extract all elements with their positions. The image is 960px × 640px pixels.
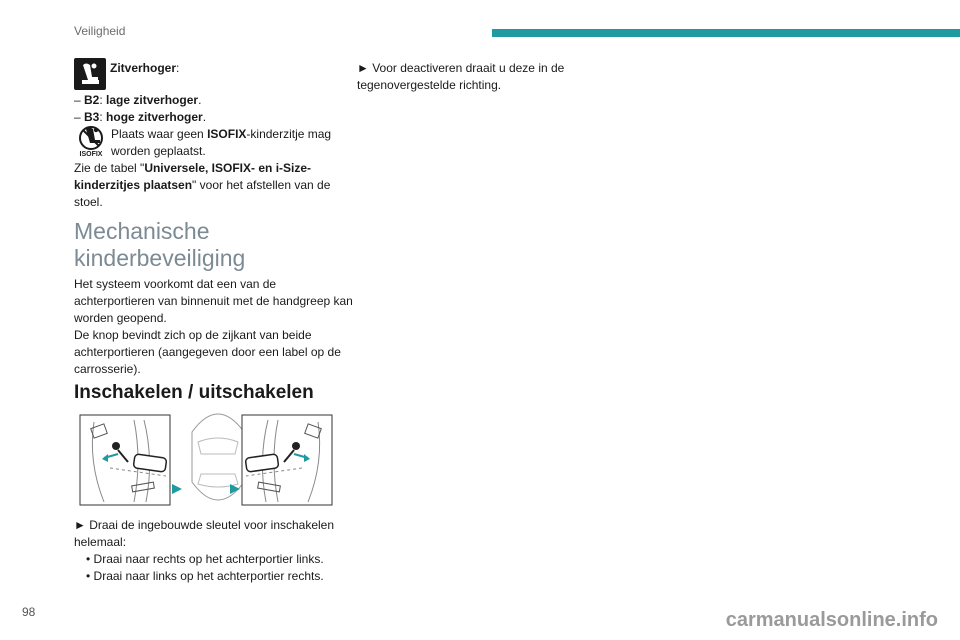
watermark[interactable]: carmanualsonline.info — [725, 609, 938, 631]
mech-p1-l2: achterportieren van binnenuit met de handgreep kan — [74, 294, 353, 308]
booster-seat-icon — [74, 58, 106, 90]
heading-activate: Inschakelen / uitschakelen — [74, 382, 314, 403]
child-lock-illustration — [74, 412, 336, 508]
table-line-2 — [74, 177, 330, 194]
bullet-2-text: Draai naar links op het achterportier rechts. — [93, 569, 324, 583]
table-bold-2: kinderzitjes plaatsen — [74, 178, 193, 192]
isofix-line-2: worden geplaatst. — [111, 144, 206, 158]
mech-p2-l1: De knop bevindt zich op de zijkant van beide — [74, 328, 312, 342]
section-label: Veiligheid — [74, 24, 126, 38]
b3-code: B3 — [84, 110, 100, 124]
b2-line: – B2: lage zitverhoger. — [74, 93, 202, 107]
step-l1: ► Draai de ingebouwde sleutel voor inschakelen — [74, 518, 335, 532]
table-pre: Zie de tabel " — [74, 161, 145, 175]
mech-p1-l3: worden geopend. — [74, 311, 167, 325]
table-line-3: stoel. — [74, 195, 103, 209]
b3-line: – B3: hoge zitverhoger. — [74, 110, 207, 124]
bullet-1-text: Draai naar rechts op het achterportier links. — [93, 552, 324, 566]
isofix-pre: Plaats waar geen — [111, 127, 208, 141]
isofix-post-1: -kinderzitje mag — [246, 127, 332, 141]
step-text — [74, 517, 334, 551]
accent-bar — [492, 29, 960, 37]
heading-mechanical — [74, 218, 245, 272]
deactivate-l2: tegenovergestelde richting. — [357, 78, 502, 92]
table-line-1 — [74, 160, 311, 177]
no-isofix-icon — [74, 124, 108, 158]
bullet-item-1: • Draai naar rechts op het achterportier links. — [86, 552, 324, 566]
table-post-1: " voor het afstellen van de — [192, 178, 331, 192]
isofix-bold: ISOFIX — [207, 127, 247, 141]
deactivate-l1: ► Voor deactiveren draait u deze in de — [357, 61, 565, 75]
b2-code: B2 — [84, 93, 100, 107]
mech-p2-l2: achterportieren (aangegeven door een label op de — [74, 345, 341, 359]
mech-p1-l1: Het systeem voorkomt dat een van de — [74, 277, 277, 291]
b3-text: hoge zitverhoger — [106, 110, 203, 124]
booster-label-line — [110, 60, 179, 77]
booster-suffix: : — [176, 61, 180, 75]
table-bold-1: Universele, ISOFIX- en i-Size- — [144, 161, 312, 175]
step-l2: helemaal: — [74, 535, 127, 549]
mech-paragraph — [74, 276, 353, 378]
mech-p2-l3: carrosserie). — [74, 362, 141, 376]
isofix-icon-text: ISOFIX — [79, 151, 103, 158]
bullet-item-2: • Draai naar links op het achterportier rechts. — [86, 569, 324, 583]
heading-mech-line-2: kinderbeveiliging — [74, 245, 246, 271]
heading-mech-line-1: Mechanische — [74, 218, 210, 244]
page-number: 98 — [22, 605, 36, 619]
b2-text: lage zitverhoger — [106, 93, 199, 107]
isofix-line-1 — [111, 126, 331, 143]
booster-label: Zitverhoger — [110, 61, 177, 75]
deactivate-text — [357, 60, 564, 94]
